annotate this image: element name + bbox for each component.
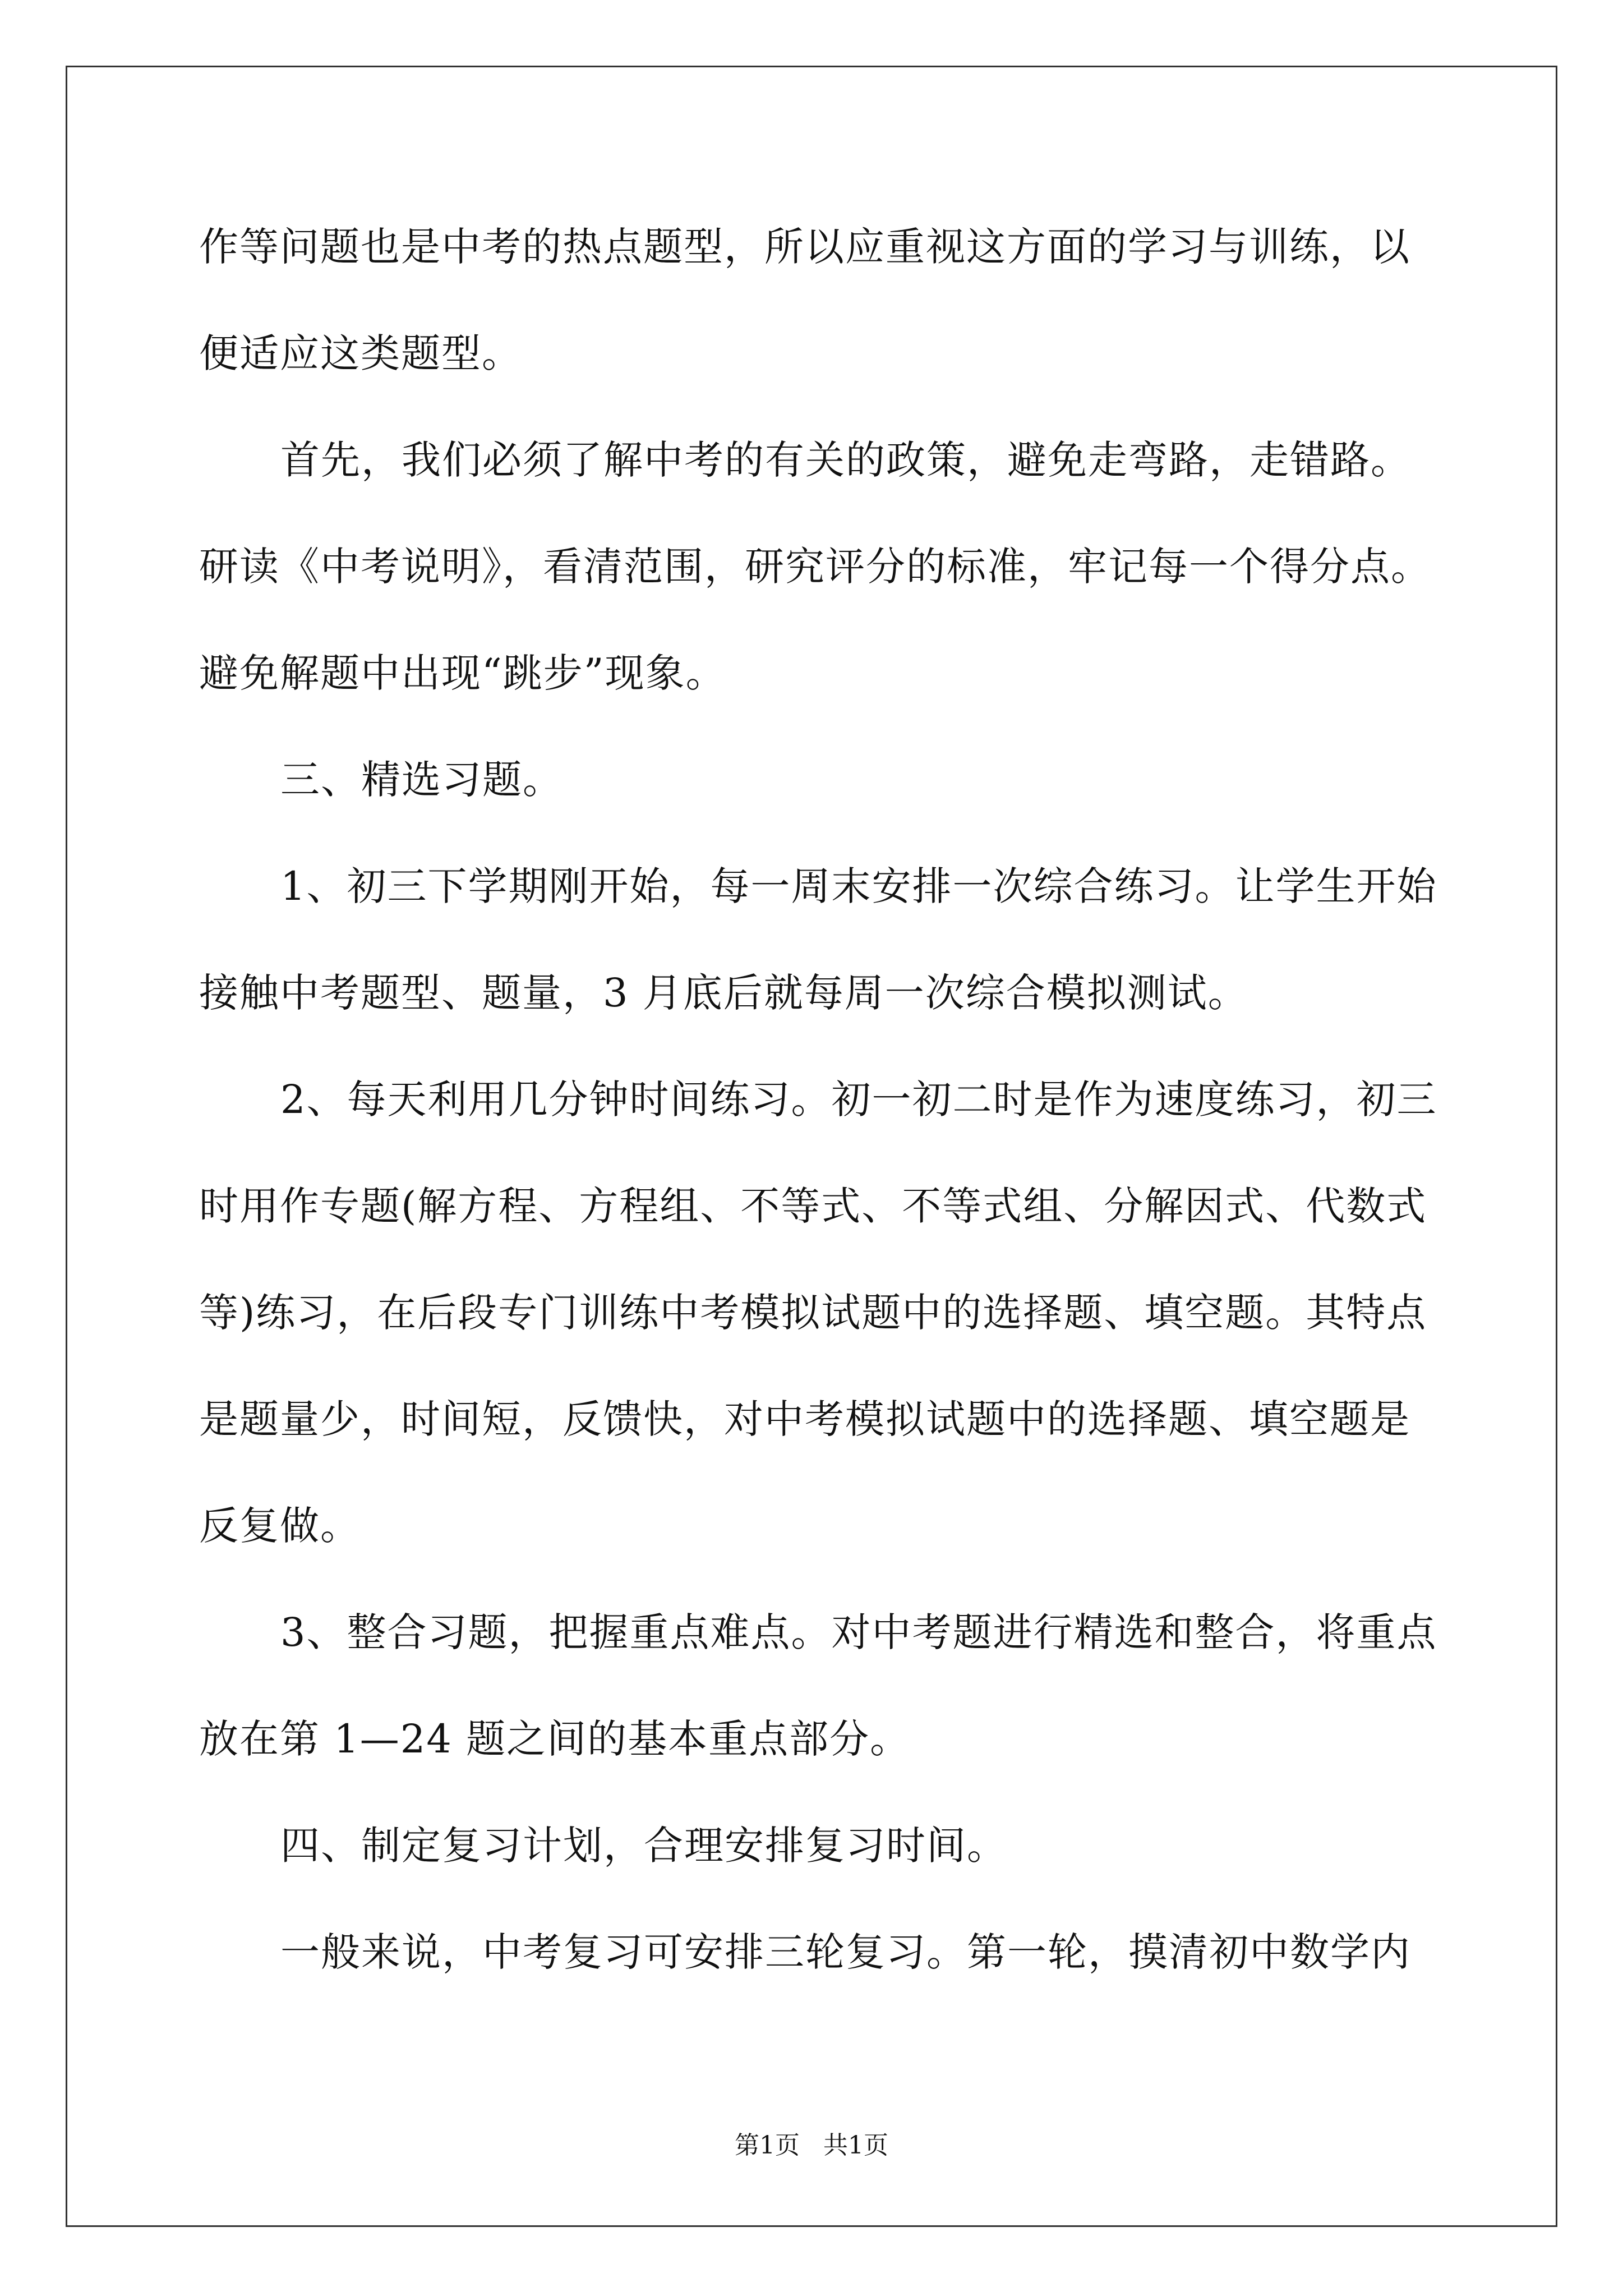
text-line: 1、初三下学期刚开始，每一周末安排一次综合练习。让学生开始	[280, 863, 1437, 909]
text-line: 作等问题也是中考的热点题型，所以应重视这方面的学习与训练，以	[199, 224, 1410, 270]
text-line: 首先，我们必须了解中考的有关的政策，避免走弯路，走错路。	[280, 437, 1411, 483]
text-line: 是题量少，时间短，反馈快，对中考模拟试题中的选择题、填空题是	[199, 1396, 1410, 1442]
text-line: 便适应这类题型。	[199, 330, 522, 376]
text-line: 避免解题中出现“跳步”现象。	[199, 650, 726, 696]
page-border	[66, 66, 1557, 2227]
section-heading: 三、精选习题。	[280, 757, 563, 803]
text-line: 时用作专题(解方程、方程组、不等式、不等式组、分解因式、代数式	[199, 1183, 1427, 1229]
text-line: 反复做。	[199, 1503, 361, 1549]
text-line: 3、整合习题，把握重点难点。对中考题进行精选和整合，将重点	[280, 1609, 1437, 1655]
text-line: 等)练习，在后段专门训练中考模拟试题中的选择题、填空题。其特点	[199, 1290, 1427, 1336]
page-number-footer: 第1页 共1页	[735, 2131, 888, 2160]
text-line: 放在第 1—24 题之间的基本重点部分。	[199, 1716, 911, 1762]
section-heading: 四、制定复习计划，合理安排复习时间。	[280, 1823, 1007, 1869]
text-line: 一般来说，中考复习可安排三轮复习。第一轮，摸清初中数学内	[280, 1929, 1411, 1975]
text-line: 2、每天利用几分钟时间练习。初一初二时是作为速度练习，初三	[280, 1076, 1437, 1122]
text-line: 接触中考题型、题量，3 月底后就每周一次综合模拟测试。	[199, 970, 1248, 1016]
text-line: 研读《中考说明》，看清范围，研究评分的标准，牢记每一个得分点。	[199, 544, 1431, 590]
